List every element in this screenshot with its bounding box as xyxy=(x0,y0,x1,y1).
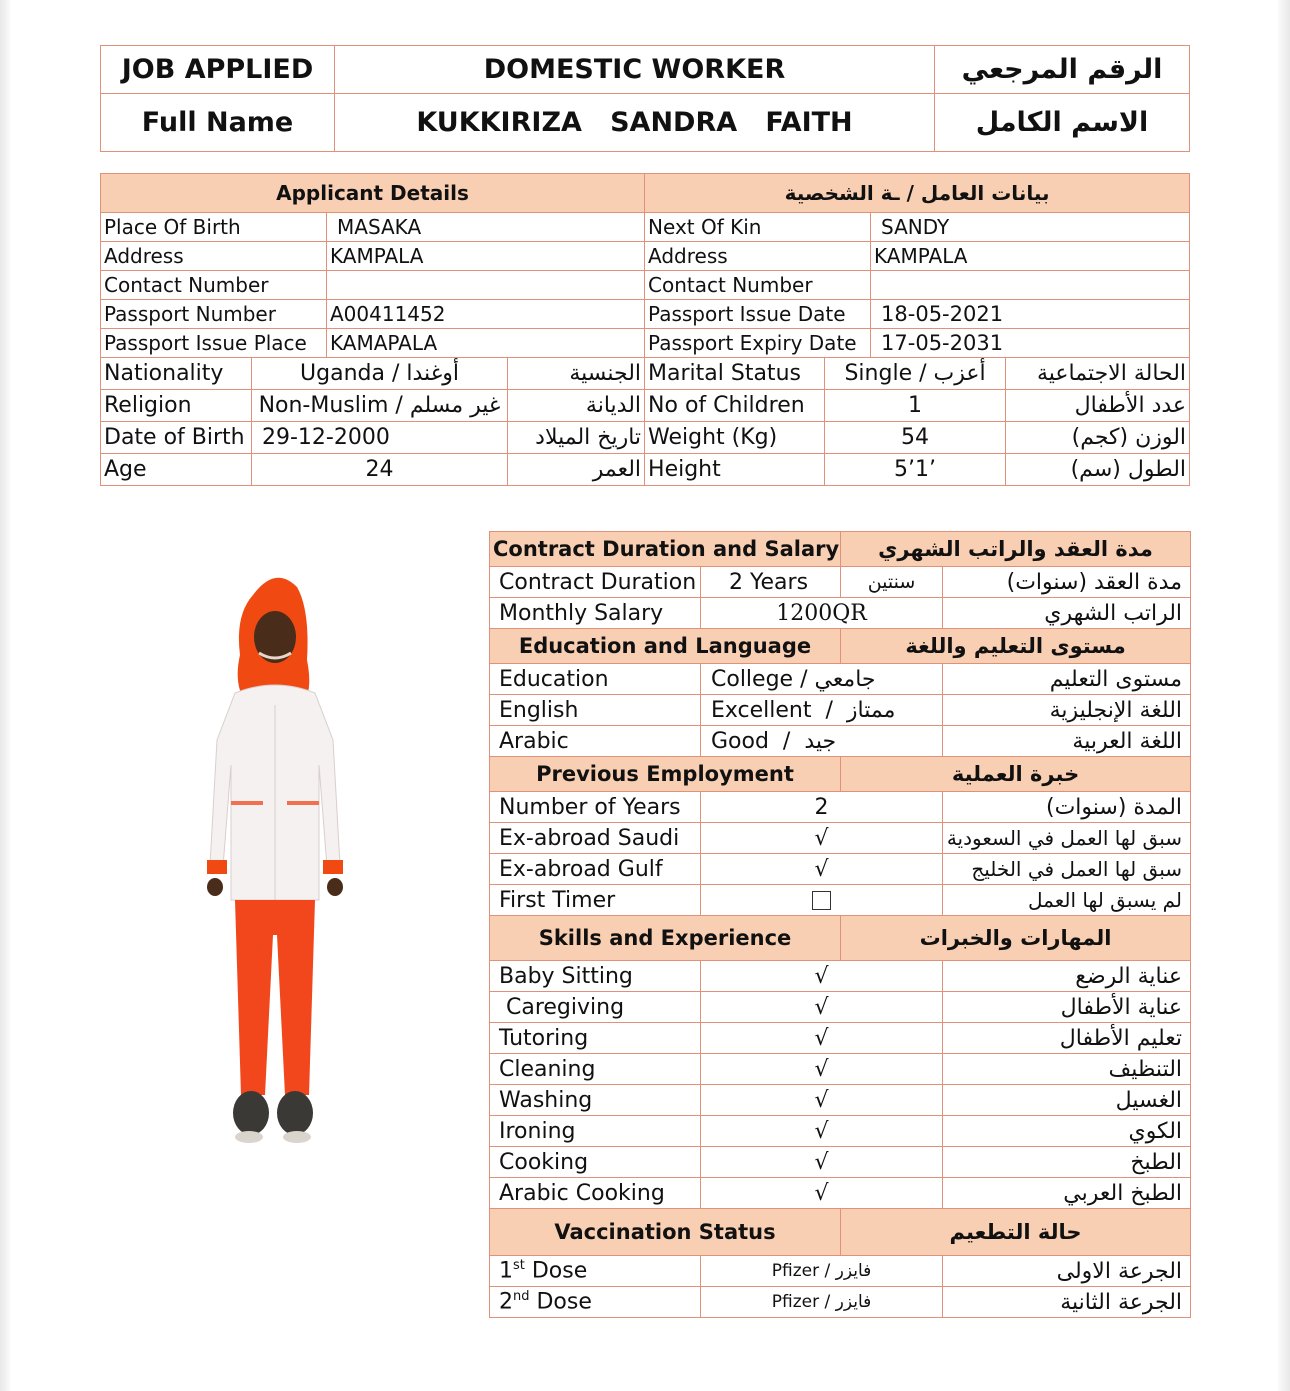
dose1-ar: الجرعة الاولى xyxy=(943,1256,1191,1287)
ex-abroad-saudi-label: Ex-abroad Saudi xyxy=(490,823,701,854)
skill-label: Washing xyxy=(490,1085,701,1116)
skill-check: √ xyxy=(701,961,943,992)
applicant-row xyxy=(101,213,1190,242)
age-label: Age xyxy=(101,454,252,486)
passport-issue-date-value: 18-05-2021 xyxy=(871,300,1190,329)
passport-expiry-date-label: Passport Expiry Date xyxy=(645,329,871,358)
nationality-value: Uganda / أوغندا xyxy=(252,358,508,390)
place-of-birth-value: MASAKA xyxy=(327,213,645,242)
passport-issue-place-label: Passport Issue Place xyxy=(101,329,327,358)
kin-address-value: KAMPALA xyxy=(871,242,1190,271)
skill-label: Caregiving xyxy=(490,992,701,1023)
place-of-birth-label: Place Of Birth xyxy=(101,213,327,242)
skill-label: Tutoring xyxy=(490,1023,701,1054)
arabic-ar: اللغة العربية xyxy=(943,726,1191,757)
kin-address-label: Address xyxy=(645,242,871,271)
passport-issue-date-label: Passport Issue Date xyxy=(645,300,871,329)
address-value: KAMPALA xyxy=(327,242,645,271)
applicant-row xyxy=(101,454,1190,486)
skills-title-ar: المهارات والخبرات xyxy=(841,916,1191,961)
applicant-row xyxy=(101,271,1190,300)
job-applied-value: DOMESTIC WORKER xyxy=(335,46,935,94)
arabic-label: Arabic xyxy=(490,726,701,757)
skill-ar: عناية الرضع xyxy=(943,961,1191,992)
dose2-value: Pfizer / فايزر xyxy=(701,1287,943,1318)
job-applied-label: JOB APPLIED xyxy=(101,46,335,94)
passport-expiry-date-value: 17-05-2031 xyxy=(871,329,1190,358)
contract-duration-ar: مدة العقد (سنوات) xyxy=(943,567,1191,598)
age-ar: العمر xyxy=(508,454,645,486)
skill-ar: الطبخ العربي xyxy=(943,1178,1191,1209)
first-timer-label: First Timer xyxy=(490,885,701,916)
applicant-row xyxy=(101,300,1190,329)
education-value: College / جامعي xyxy=(701,664,943,695)
first-timer-checkbox xyxy=(812,891,831,910)
passport-number-label: Passport Number xyxy=(101,300,327,329)
dose2-label: 2nd Dose xyxy=(490,1287,701,1318)
english-ar: اللغة الإنجليزية xyxy=(943,695,1191,726)
skill-check: √ xyxy=(701,992,943,1023)
children-label: No of Children xyxy=(645,390,825,422)
passport-issue-place-value: KAMAPALA xyxy=(327,329,645,358)
details-panel xyxy=(489,531,1191,1318)
full-name-ar: الاسم الكامل xyxy=(935,94,1190,152)
skill-check: √ xyxy=(701,1054,943,1085)
children-ar: عدد الأطفال xyxy=(1006,390,1190,422)
contact-number-label: Contact Number xyxy=(101,271,327,300)
years-label: Number of Years xyxy=(490,792,701,823)
skill-label: Cooking xyxy=(490,1147,701,1178)
skill-check: √ xyxy=(701,1023,943,1054)
children-value: 1 xyxy=(825,390,1006,422)
skill-label: Arabic Cooking xyxy=(490,1178,701,1209)
english-label: English xyxy=(490,695,701,726)
arabic-value: Good / جيد xyxy=(701,726,943,757)
religion-label: Religion xyxy=(101,390,252,422)
applicant-details-table xyxy=(100,173,1190,486)
vaccination-title-ar: حالة التطعيم xyxy=(841,1209,1191,1256)
skill-check: √ xyxy=(701,1116,943,1147)
skill-ar: الطبخ xyxy=(943,1147,1191,1178)
education-ar: مستوى التعليم xyxy=(943,664,1191,695)
employment-title: Previous Employment xyxy=(490,757,841,792)
contract-duration-value: 2 Years xyxy=(701,567,841,598)
full-name-value: KUKKIRIZA SANDRA FAITH xyxy=(335,94,935,152)
education-label: Education xyxy=(490,664,701,695)
ref-no-ar: الرقم المرجعي xyxy=(935,46,1190,94)
skill-label: Cleaning xyxy=(490,1054,701,1085)
weight-label: Weight (Kg) xyxy=(645,422,825,454)
skill-ar: الغسيل xyxy=(943,1085,1191,1116)
marital-status-value: Single / أعزب xyxy=(825,358,1006,390)
education-title: Education and Language xyxy=(490,629,841,664)
header-table xyxy=(100,45,1190,152)
religion-ar: الديانة xyxy=(508,390,645,422)
weight-value: 54 xyxy=(825,422,1006,454)
nationality-ar: الجنسية xyxy=(508,358,645,390)
skill-label: Baby Sitting xyxy=(490,961,701,992)
applicant-row xyxy=(101,390,1190,422)
dose2-ar: الجرعة الثانية xyxy=(943,1287,1191,1318)
vaccination-title: Vaccination Status xyxy=(490,1209,841,1256)
applicant-photo xyxy=(195,565,355,1155)
monthly-salary-ar: الراتب الشهري xyxy=(943,598,1191,629)
english-value: Excellent / ممتاز xyxy=(701,695,943,726)
height-label: Height xyxy=(645,454,825,486)
applicant-row xyxy=(101,422,1190,454)
skill-ar: عناية الأطفال xyxy=(943,992,1191,1023)
next-of-kin-label: Next Of Kin xyxy=(645,213,871,242)
address-label: Address xyxy=(101,242,327,271)
dose1-value: Pfizer / فايزر xyxy=(701,1256,943,1287)
contract-title-ar: مدة العقد والراتب الشهري xyxy=(841,532,1191,567)
religion-value: Non-Muslim / غير مسلم xyxy=(252,390,508,422)
first-timer-ar: لم يسبق لها العمل xyxy=(943,885,1191,916)
height-ar: الطول (سم) xyxy=(1006,454,1190,486)
contract-duration-label: Contract Duration xyxy=(490,567,701,598)
nationality-label: Nationality xyxy=(101,358,252,390)
skill-label: Ironing xyxy=(490,1116,701,1147)
ex-abroad-saudi-ar: سبق لها العمل في السعودية xyxy=(943,823,1191,854)
next-of-kin-value: SANDY xyxy=(871,213,1190,242)
applicant-details-title: Applicant Details xyxy=(101,174,645,213)
date-of-birth-ar: تاريخ الميلاد xyxy=(508,422,645,454)
height-value: 5’1’ xyxy=(825,454,1006,486)
ex-abroad-gulf-check: √ xyxy=(701,854,943,885)
contact-number-value xyxy=(327,271,645,300)
marital-status-ar: الحالة الاجتماعية xyxy=(1006,358,1190,390)
page-edge-left xyxy=(0,0,10,1391)
kin-contact-number-label: Contact Number xyxy=(645,271,871,300)
first-timer-cell xyxy=(701,885,943,916)
full-name-label: Full Name xyxy=(101,94,335,152)
monthly-salary-label: Monthly Salary xyxy=(490,598,701,629)
applicant-row xyxy=(101,358,1190,390)
page-edge-right xyxy=(1278,0,1290,1391)
kin-contact-number-value xyxy=(871,271,1190,300)
skill-check: √ xyxy=(701,1085,943,1116)
ex-abroad-gulf-label: Ex-abroad Gulf xyxy=(490,854,701,885)
applicant-row xyxy=(101,242,1190,271)
applicant-row xyxy=(101,329,1190,358)
date-of-birth-label: Date of Birth xyxy=(101,422,252,454)
skill-ar: تعليم الأطفال xyxy=(943,1023,1191,1054)
dose1-label: 1st Dose xyxy=(490,1256,701,1287)
ex-abroad-gulf-ar: سبق لها العمل في الخليج xyxy=(943,854,1191,885)
skill-ar: التنظيف xyxy=(943,1054,1191,1085)
marital-status-label: Marital Status xyxy=(645,358,825,390)
applicant-details-title-ar: بيانات العامل / ـة الشخصية xyxy=(645,174,1190,213)
education-title-ar: مستوى التعليم واللغة xyxy=(841,629,1191,664)
years-value: 2 xyxy=(701,792,943,823)
date-of-birth-value: 29-12-2000 xyxy=(252,422,508,454)
contract-title: Contract Duration and Salary xyxy=(490,532,841,567)
years-ar: المدة (سنوات) xyxy=(943,792,1191,823)
skill-check: √ xyxy=(701,1178,943,1209)
weight-ar: الوزن (كجم) xyxy=(1006,422,1190,454)
passport-number-value: A00411452 xyxy=(327,300,645,329)
skill-ar: الكوي xyxy=(943,1116,1191,1147)
monthly-salary-value: 1200QR xyxy=(701,598,943,629)
skill-check: √ xyxy=(701,1147,943,1178)
skills-title: Skills and Experience xyxy=(490,916,841,961)
ex-abroad-saudi-check: √ xyxy=(701,823,943,854)
employment-title-ar: خبرة العملية xyxy=(841,757,1191,792)
age-value: 24 xyxy=(252,454,508,486)
contract-duration-value-ar: سنتين xyxy=(841,567,943,598)
